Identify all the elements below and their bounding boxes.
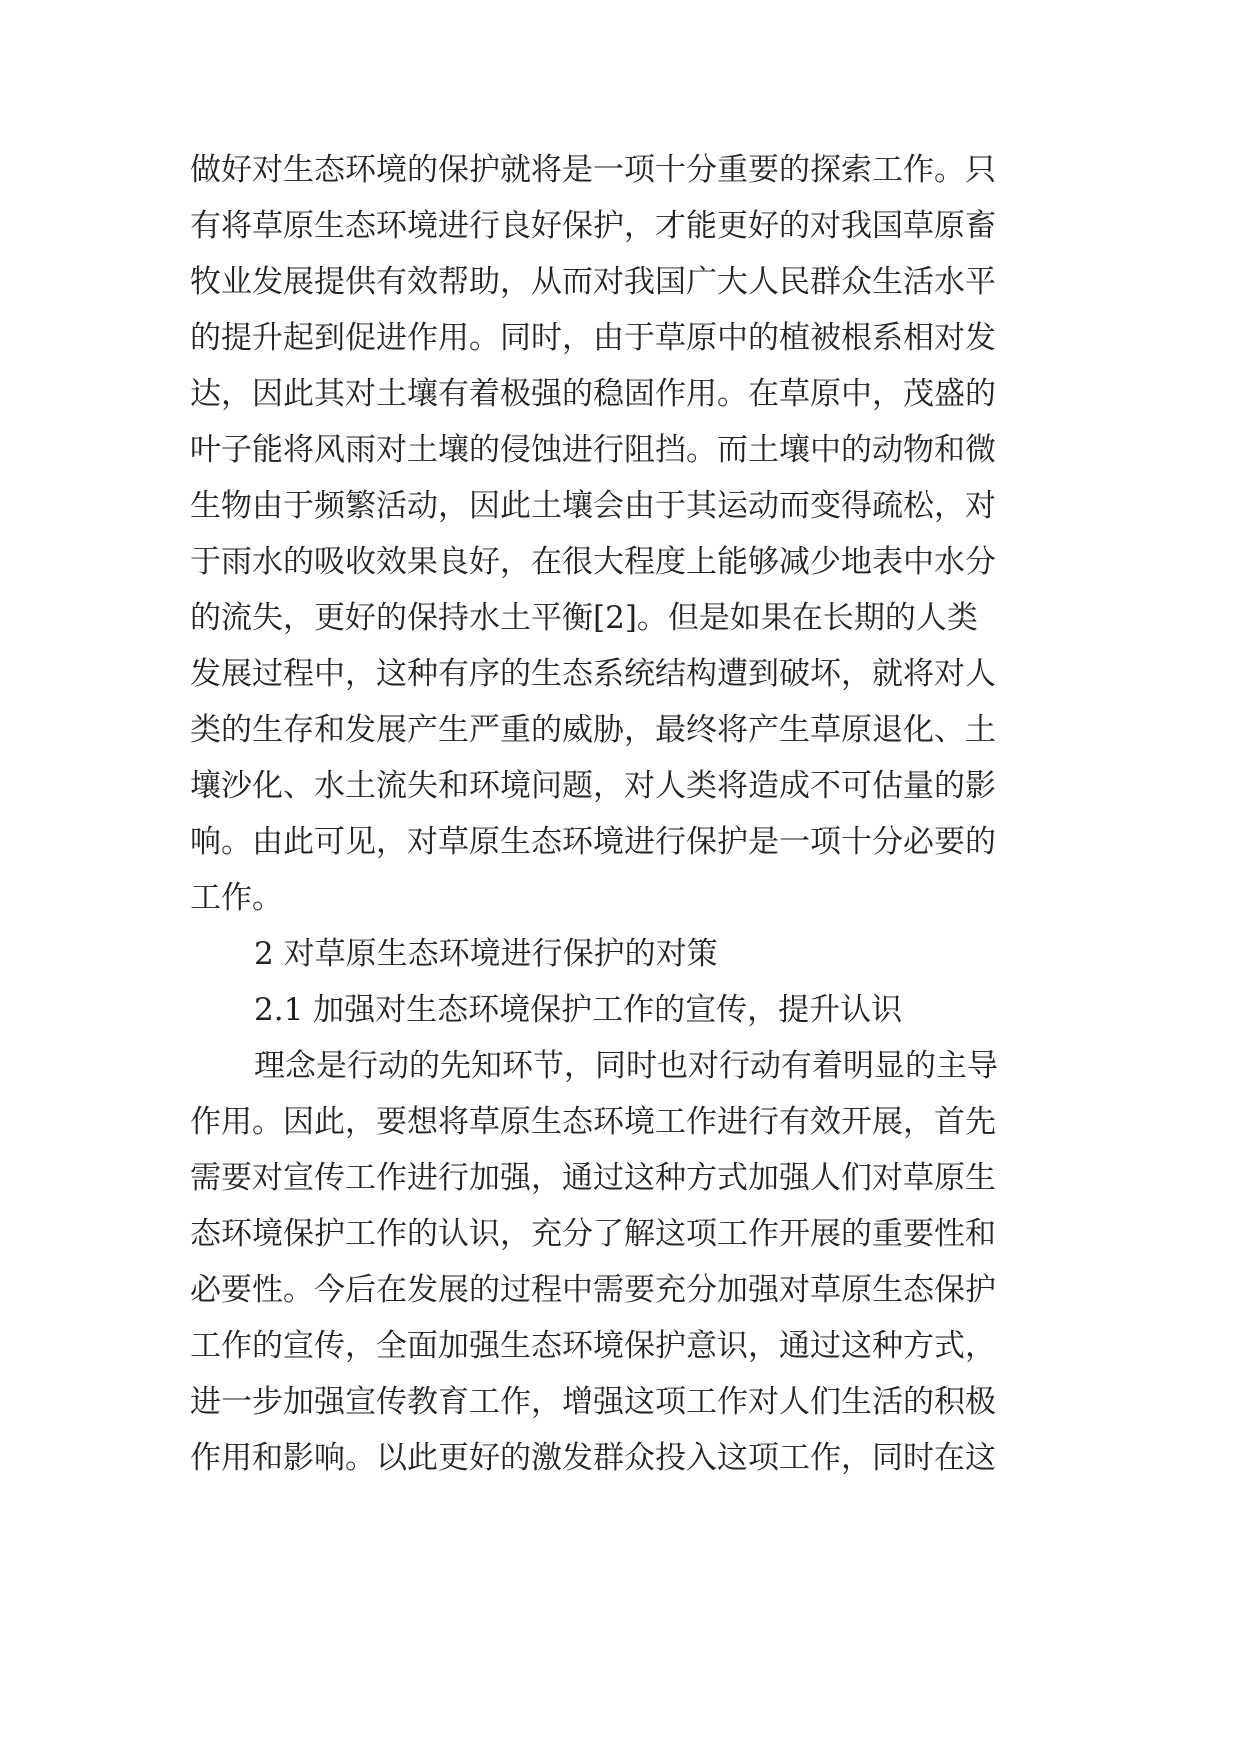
body-line: 有将草原生态环境进行良好保护，才能更好的对我国草原畜 — [190, 208, 996, 244]
body-line: 的提升起到促进作用。同时，由于草原中的植被根系相对发 — [190, 320, 996, 356]
body-line: 达，因此其对土壤有着极强的稳固作用。在草原中，茂盛的 — [190, 376, 996, 412]
body-line: 理念是行动的先知环节，同时也对行动有着明显的主导 — [254, 1048, 998, 1084]
body-line: 作用。因此，要想将草原生态环境工作进行有效开展，首先 — [190, 1104, 996, 1140]
subsection-heading: 2.1 加强对生态环境保护工作的宣传，提升认识 — [254, 992, 903, 1028]
body-line: 叶子能将风雨对土壤的侵蚀进行阻挡。而土壤中的动物和微 — [190, 432, 996, 468]
body-line: 需要对宣传工作进行加强，通过这种方式加强人们对草原生 — [190, 1160, 996, 1196]
body-line: 响。由此可见，对草原生态环境进行保护是一项十分必要的 — [190, 824, 996, 860]
body-line: 发展过程中，这种有序的生态系统结构遭到破坏，就将对人 — [190, 656, 996, 692]
body-line: 工作。 — [190, 880, 283, 916]
body-line: 作用和影响。以此更好的激发群众投入这项工作，同时在这 — [190, 1440, 996, 1476]
body-line: 的流失，更好的保持水土平衡[2]。但是如果在长期的人类 — [190, 600, 978, 636]
body-line: 生物由于频繁活动，因此土壤会由于其运动而变得疏松，对 — [190, 488, 996, 524]
body-line: 态环境保护工作的认识，充分了解这项工作开展的重要性和 — [190, 1216, 996, 1252]
body-line: 进一步加强宣传教育工作，增强这项工作对人们生活的积极 — [190, 1384, 996, 1420]
body-line: 牧业发展提供有效帮助，从而对我国广大人民群众生活水平 — [190, 264, 996, 300]
section-heading: 2 对草原生态环境进行保护的对策 — [254, 936, 718, 972]
body-line: 类的生存和发展产生严重的威胁，最终将产生草原退化、土 — [190, 712, 996, 748]
body-line: 于雨水的吸收效果良好，在很大程度上能够减少地表中水分 — [190, 544, 996, 580]
body-line: 做好对生态环境的保护就将是一项十分重要的探索工作。只 — [190, 152, 996, 188]
body-line: 壤沙化、水土流失和环境问题，对人类将造成不可估量的影 — [190, 768, 996, 804]
body-line: 必要性。今后在发展的过程中需要充分加强对草原生态保护 — [190, 1272, 996, 1308]
body-line: 工作的宣传，全面加强生态环境保护意识，通过这种方式， — [190, 1328, 996, 1364]
